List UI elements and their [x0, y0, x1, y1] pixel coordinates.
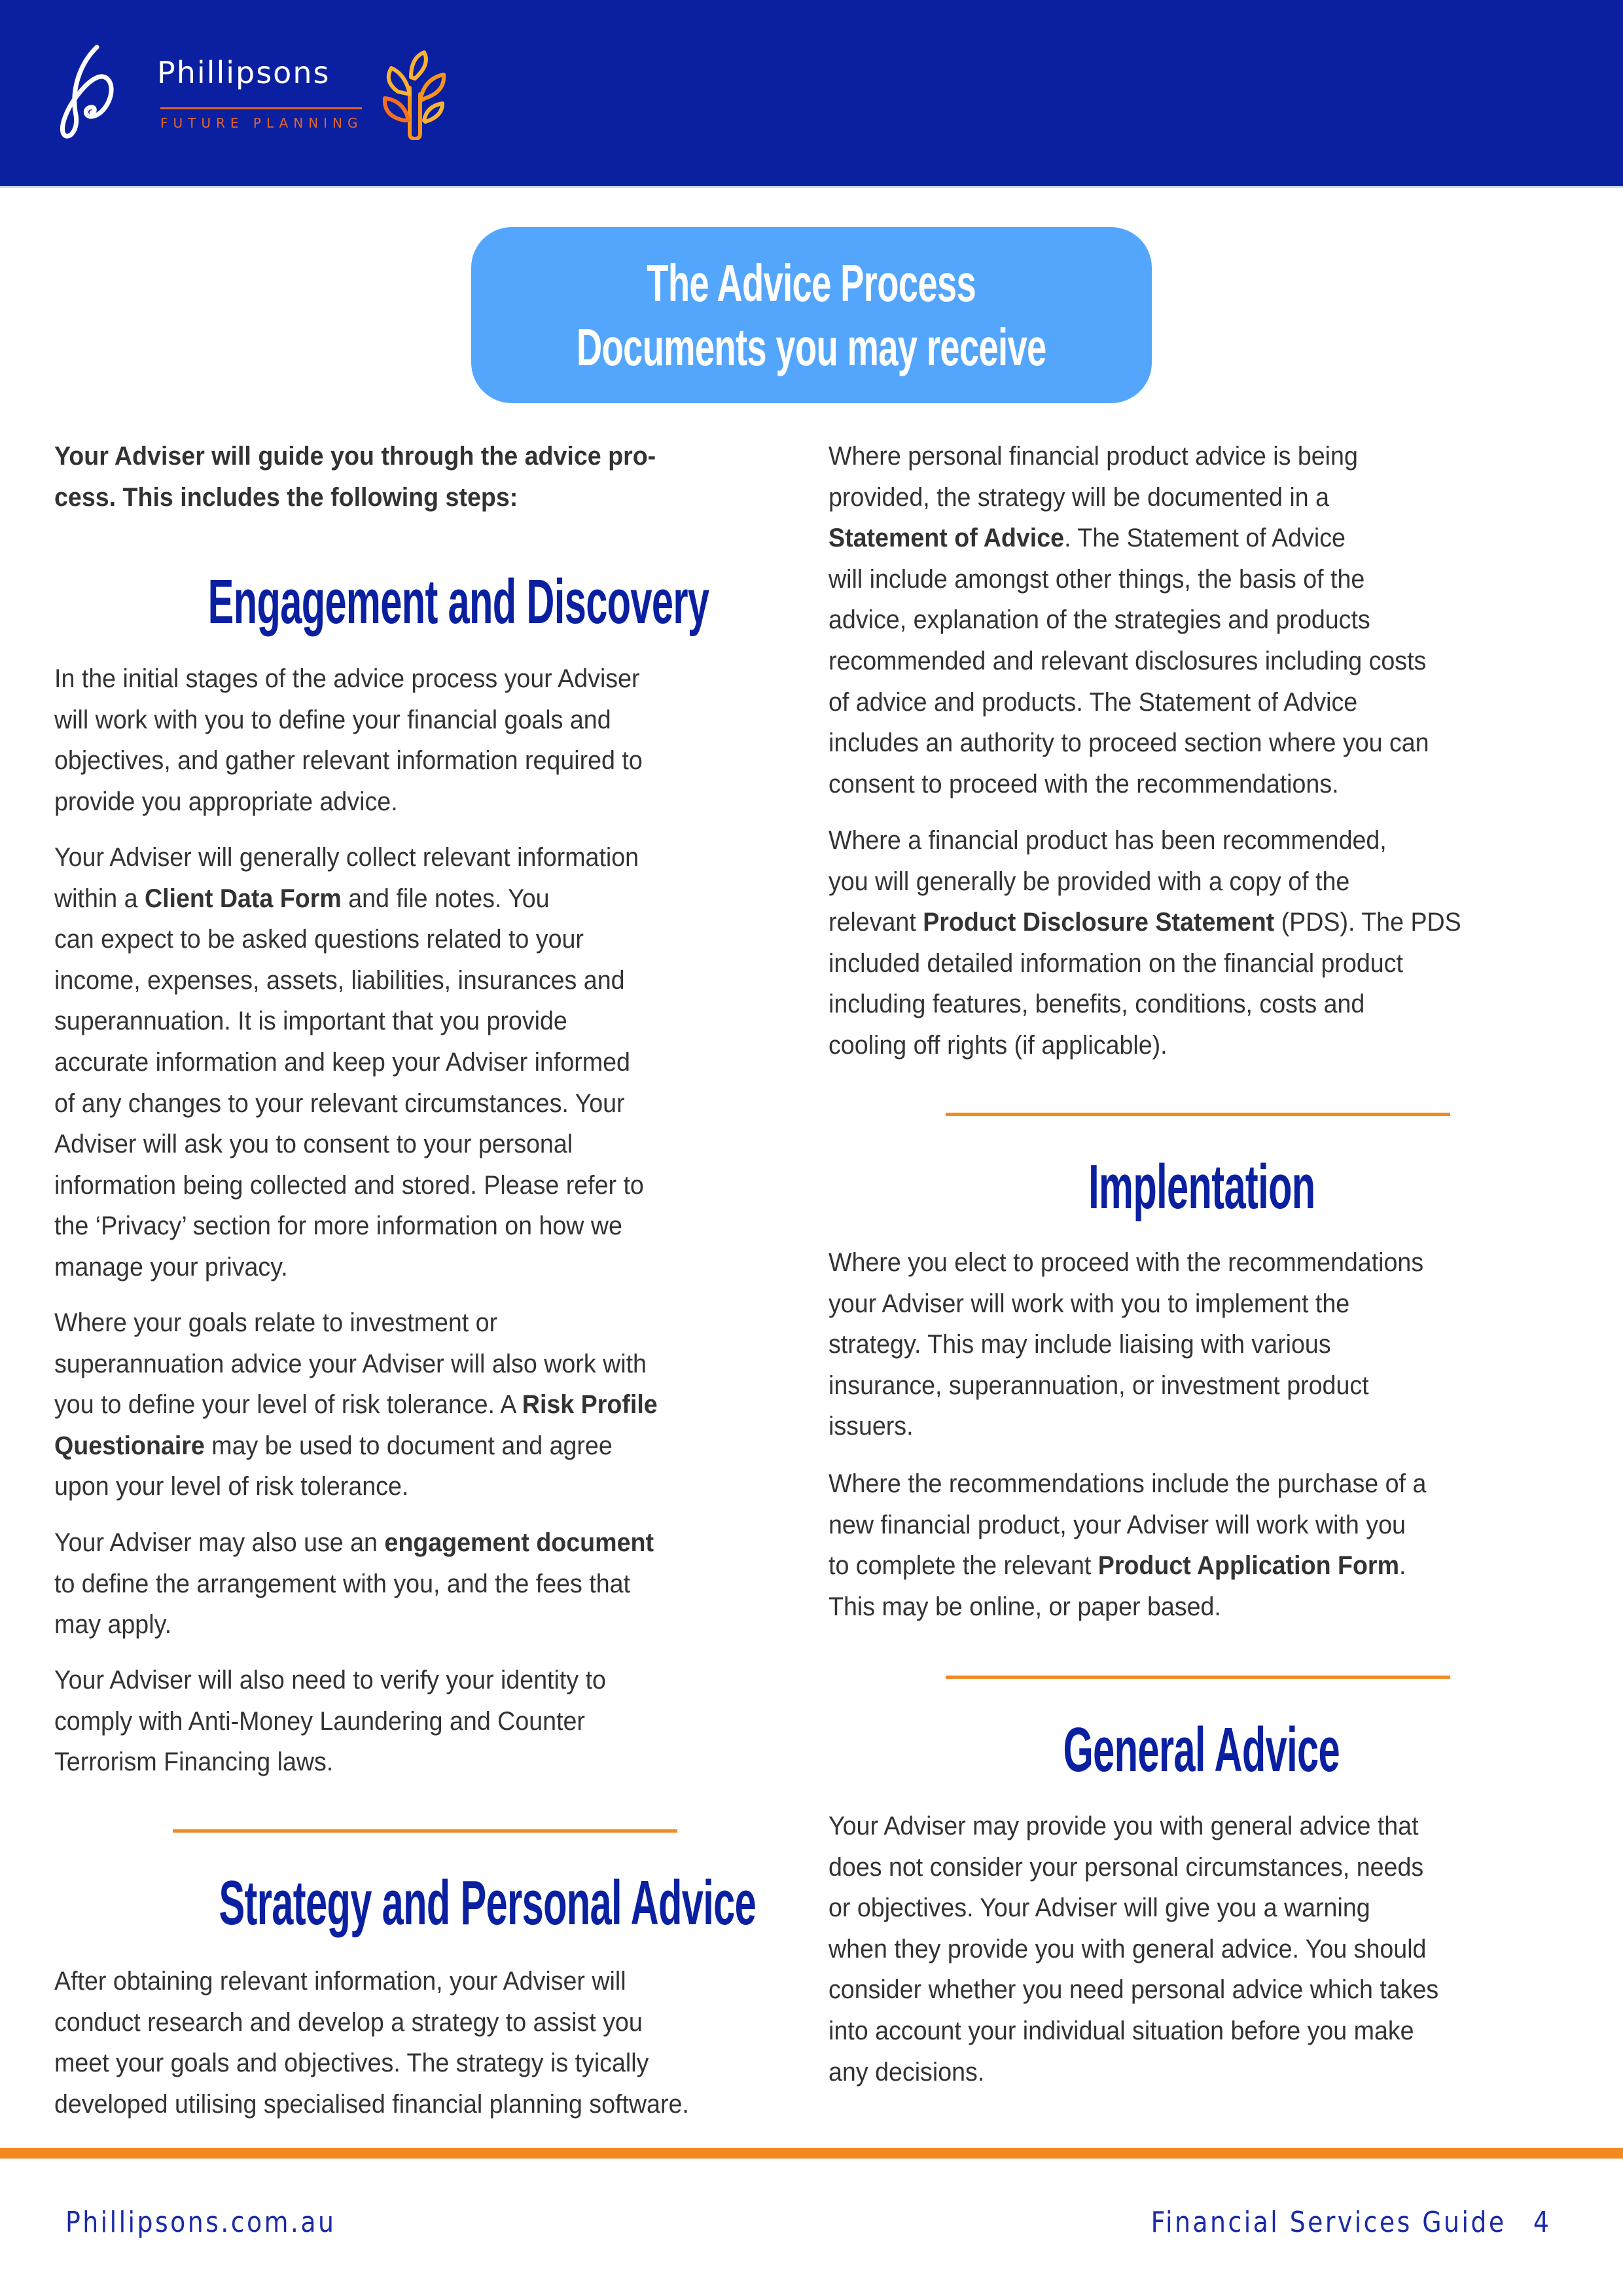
- paragraph: [54, 1522, 800, 1645]
- heading-strategy-personal-advice: [54, 1868, 800, 1938]
- text-line: [54, 477, 756, 518]
- text-line: [829, 723, 1530, 764]
- text-line: [54, 1247, 756, 1288]
- text-line: [829, 1888, 1530, 1929]
- text-line: [54, 1660, 756, 1701]
- text-line: [829, 1587, 1530, 1628]
- text-segment: strategy. This may include liaising with various: [829, 1330, 1331, 1359]
- text-line: [54, 1564, 756, 1605]
- text-segment: includes an authority to proceed section where you can: [829, 728, 1429, 758]
- text-line: [54, 1302, 756, 1344]
- text-segment: you will generally be provided with a copy of the: [829, 867, 1350, 896]
- text-line: [54, 2002, 756, 2043]
- heading-text: General Advice: [1063, 1715, 1340, 1785]
- text-line: [54, 1701, 756, 1742]
- text-segment: to complete the relevant: [829, 1551, 1098, 1581]
- text-segment: insurance, superannuation, or investment product: [829, 1371, 1369, 1400]
- footer-website-link[interactable]: Phillipsons.com.au: [65, 2206, 336, 2239]
- paragraph: [54, 1302, 800, 1507]
- text-segment: manage your privacy.: [54, 1252, 288, 1282]
- text-segment: the ‘Privacy’ section for more information on how we: [54, 1211, 622, 1241]
- bold-term: engagement document: [384, 1528, 654, 1557]
- section-divider: [946, 1113, 1450, 1116]
- text-line: [829, 764, 1530, 805]
- text-line: [54, 436, 756, 477]
- text-segment: meet your goals and objectives. The strategy is tyically: [54, 2049, 649, 2078]
- text-segment: of any changes to your relevant circumstances. Your: [54, 1088, 625, 1118]
- text-line: [829, 1463, 1530, 1505]
- text-segment: to define the arrangement with you, and the fees that: [54, 1569, 631, 1598]
- text-line: [829, 820, 1530, 861]
- bold-term: Risk Profile: [522, 1390, 658, 1420]
- text-segment: when they provide you with general advice. You should: [829, 1934, 1427, 1964]
- text-segment: Adviser will ask you to consent to your personal: [54, 1130, 573, 1159]
- text-line: [54, 1344, 756, 1385]
- text-line: [829, 1242, 1530, 1283]
- text-line: [54, 1742, 756, 1783]
- text-segment: upon your level of risk tolerance.: [54, 1472, 409, 1501]
- text-line: [829, 1969, 1530, 2011]
- paragraph: [829, 1463, 1575, 1627]
- text-segment: you to define your level of risk tolerance. A: [54, 1390, 522, 1420]
- text-segment: Where the recommendations include the purchase of a: [829, 1469, 1427, 1498]
- text-segment: cess. This includes the following steps:: [54, 482, 518, 512]
- text-line: [829, 2052, 1530, 2093]
- section-divider: [946, 1676, 1450, 1679]
- leaf-tree-icon: [378, 48, 450, 140]
- text-line: [829, 943, 1530, 984]
- heading-engagement-discovery: [54, 569, 800, 635]
- text-segment: does not consider your personal circumstances, needs: [829, 1852, 1424, 1882]
- text-line: [829, 1545, 1530, 1587]
- text-line: [829, 1406, 1530, 1447]
- text-line: [829, 682, 1530, 723]
- text-segment: . The Statement of Advice: [1064, 524, 1346, 553]
- bold-term: Product Application Form: [1097, 1551, 1400, 1581]
- heading-text: Strategy and Personal Advice: [219, 1868, 757, 1938]
- text-segment: objectives, and gather relevant information required to: [54, 746, 643, 776]
- text-line: [54, 1001, 756, 1042]
- text-segment: consider whether you need personal advice which takes: [829, 1975, 1439, 2005]
- text-segment: Terrorism Financing laws.: [54, 1748, 334, 1777]
- text-line: [54, 1165, 756, 1206]
- paragraph: [829, 1242, 1575, 1447]
- text-line: [829, 1365, 1530, 1407]
- text-line: [829, 518, 1530, 559]
- text-segment: (PDS). The PDS: [1274, 908, 1461, 937]
- text-segment: Your Adviser will generally collect relevant information: [54, 843, 639, 872]
- page-title-line-1: The Advice Process: [647, 253, 976, 312]
- text-segment: will work with you to define your financial goals and: [54, 705, 611, 734]
- text-segment: developed utilising specialised financial planning software.: [54, 2089, 689, 2119]
- text-line: [829, 436, 1530, 477]
- text-segment: Your Adviser will also need to verify your identity to: [54, 1666, 606, 1695]
- bold-term: Questionaire: [54, 1431, 205, 1460]
- paragraph: [829, 1806, 1575, 2092]
- title-box: [471, 227, 1152, 403]
- text-segment: income, expenses, assets, liabilities, insurances and: [54, 965, 625, 995]
- text-line: [829, 1324, 1530, 1365]
- text-line: [829, 2011, 1530, 2052]
- logo-tagline: FUTURE PLANNING: [160, 115, 363, 131]
- paragraph: [54, 658, 800, 822]
- text-line: [54, 658, 756, 700]
- paragraph: [829, 436, 1575, 804]
- text-line: [829, 861, 1530, 903]
- text-segment: In the initial stages of the advice process your Adviser: [54, 664, 640, 693]
- paragraph: [54, 1660, 800, 1783]
- text-segment: Where you elect to proceed with the recommendations: [829, 1248, 1424, 1277]
- page-number: 4: [1533, 2206, 1551, 2239]
- text-line: [54, 1961, 756, 2002]
- text-line: [54, 2084, 756, 2125]
- text-segment: Your Adviser may provide you with general advice that: [829, 1812, 1419, 1840]
- text-line: [829, 600, 1530, 641]
- text-line: [829, 559, 1530, 600]
- bold-term: Client Data Form: [144, 884, 342, 913]
- text-segment: Where a financial product has been recommended,: [829, 826, 1387, 855]
- text-line: [829, 641, 1530, 682]
- paragraph: [54, 837, 800, 1288]
- section-divider: [173, 1829, 677, 1833]
- text-line: [829, 1283, 1530, 1325]
- text-line: [54, 740, 756, 781]
- text-segment: of advice and products. The Statement of Advice: [829, 687, 1358, 717]
- text-segment: accurate information and keep your Adviser informed: [54, 1047, 630, 1077]
- text-line: [829, 902, 1530, 943]
- text-line: [829, 1806, 1530, 1847]
- text-line: [54, 1604, 756, 1645]
- text-segment: into account your individual situation before you make: [829, 2016, 1414, 2045]
- text-line: [829, 1025, 1530, 1066]
- text-line: [54, 1522, 756, 1564]
- text-line: [54, 1042, 756, 1083]
- text-segment: relevant: [829, 908, 923, 937]
- text-line: [54, 960, 756, 1001]
- text-segment: After obtaining relevant information, your Adviser will: [54, 1967, 626, 1996]
- text-segment: can expect to be asked questions related to your: [54, 925, 584, 954]
- text-segment: cooling off rights (if applicable).: [829, 1030, 1168, 1060]
- text-line: [54, 1206, 756, 1247]
- text-segment: information being collected and stored. Please refer to: [54, 1170, 644, 1200]
- page-header: [0, 0, 1623, 188]
- text-segment: Your Adviser will guide you through the advice pro-: [54, 442, 656, 471]
- text-segment: recommended and relevant disclosures including costs: [829, 646, 1427, 675]
- text-segment: superannuation. It is important that you provide: [54, 1007, 567, 1036]
- text-line: [54, 1083, 756, 1124]
- text-segment: will include amongst other things, the basis of the: [829, 564, 1365, 594]
- text-segment: consent to proceed with the recommendations.: [829, 769, 1339, 798]
- text-line: [54, 700, 756, 741]
- text-segment: provide you appropriate advice.: [54, 787, 398, 816]
- text-segment: may apply.: [54, 1610, 172, 1640]
- text-segment: your Adviser will work with you to implement the: [829, 1289, 1350, 1318]
- text-segment: provided, the strategy will be documented in a: [829, 482, 1329, 512]
- text-line: [54, 2043, 756, 2084]
- paragraph: [54, 1961, 800, 2125]
- text-segment: This may be online, or paper based.: [829, 1592, 1221, 1621]
- text-segment: any decisions.: [829, 2057, 985, 2087]
- paragraph: [829, 820, 1575, 1066]
- text-segment: within a: [54, 884, 145, 913]
- text-line: [54, 878, 756, 920]
- text-line: [829, 1847, 1530, 1888]
- text-line: [54, 1124, 756, 1165]
- page-title-line-2: Documents you may receive: [577, 317, 1046, 376]
- text-line: [54, 1466, 756, 1507]
- text-line: [829, 1929, 1530, 1970]
- text-segment: advice, explanation of the strategies and products: [829, 605, 1370, 635]
- footer-bar: [0, 2148, 1623, 2159]
- text-line: [829, 477, 1530, 518]
- heading-general-advice: [829, 1717, 1575, 1783]
- text-line: [54, 1426, 756, 1467]
- logo-name: Phillipsons: [157, 55, 330, 90]
- footer-doc-title: Financial Services Guide: [1150, 2206, 1507, 2239]
- text-segment: Where personal financial product advice is being: [829, 442, 1358, 471]
- text-segment: and file notes. You: [341, 884, 550, 913]
- text-segment: issuers.: [829, 1412, 914, 1441]
- heading-implentation: [829, 1152, 1575, 1222]
- text-segment: Where your goals relate to investment or: [54, 1308, 498, 1337]
- text-segment: .: [1399, 1551, 1406, 1581]
- text-segment: superannuation advice your Adviser will also work with: [54, 1349, 647, 1378]
- text-segment: new financial product, your Adviser will work with you: [829, 1510, 1406, 1539]
- footer-doc-info: [1150, 2206, 1551, 2239]
- text-segment: included detailed information on the financial product: [829, 948, 1403, 978]
- text-line: [54, 919, 756, 960]
- text-segment: conduct research and develop a strategy to assist you: [54, 2007, 643, 2037]
- text-segment: comply with Anti-Money Laundering and Counter: [54, 1706, 585, 1736]
- bold-term: Statement of Advice: [829, 524, 1065, 553]
- intro-paragraph: [54, 436, 800, 518]
- text-segment: Your Adviser may also use an: [54, 1528, 385, 1557]
- text-line: [54, 781, 756, 823]
- text-segment: or objectives. Your Adviser will give you a warning: [829, 1893, 1370, 1923]
- logo-divider: [160, 107, 362, 109]
- text-segment: may be used to document and agree: [204, 1431, 613, 1460]
- text-line: [829, 1505, 1530, 1546]
- text-segment: including features, benefits, conditions, costs and: [829, 990, 1365, 1019]
- company-logo: [58, 43, 476, 141]
- script-p-monogram-icon: [58, 43, 116, 141]
- text-line: [54, 837, 756, 878]
- heading-text: Engagement and Discovery: [207, 567, 709, 637]
- heading-text: Implentation: [1088, 1152, 1315, 1222]
- text-line: [829, 984, 1530, 1025]
- text-line: [54, 1384, 756, 1426]
- bold-term: Product Disclosure Statement: [923, 908, 1275, 937]
